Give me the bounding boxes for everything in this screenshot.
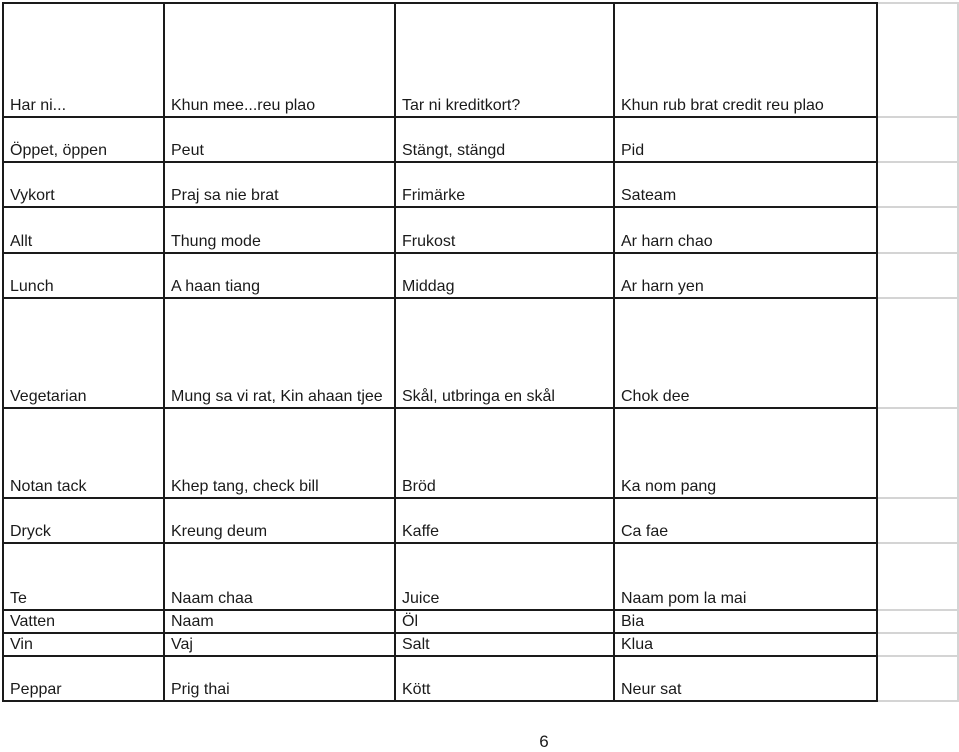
table-cell: Peppar (3, 656, 164, 701)
empty-cell (877, 207, 958, 253)
table-cell: Öppet, öppen (3, 117, 164, 162)
table-cell: Tar ni kreditkort? (395, 3, 614, 117)
table-cell: Kött (395, 656, 614, 701)
table-row (3, 498, 958, 543)
table-cell: Dryck (3, 498, 164, 543)
table-cell: Allt (3, 207, 164, 253)
empty-cell (877, 543, 958, 610)
table-row (3, 543, 958, 610)
empty-cell (877, 298, 958, 408)
table-cell: Bia (614, 610, 877, 633)
table-cell: Sateam (614, 162, 877, 207)
table-row (3, 298, 958, 408)
table-cell: Praj sa nie brat (164, 162, 395, 207)
empty-cell (877, 610, 958, 633)
table-cell: Skål, utbringa en skål (395, 298, 614, 408)
table-cell: Lunch (3, 253, 164, 298)
table-row (3, 253, 958, 298)
empty-cell (877, 3, 958, 117)
table-cell: Ka nom pang (614, 408, 877, 498)
table-cell: Prig thai (164, 656, 395, 701)
table-cell: Chok dee (614, 298, 877, 408)
table-cell: Naam (164, 610, 395, 633)
table-cell: A haan tiang (164, 253, 395, 298)
empty-cell (877, 162, 958, 207)
table-cell: Mung sa vi rat, Kin ahaan tjee (164, 298, 395, 408)
table-cell: Stängt, stängd (395, 117, 614, 162)
table-cell: Khun rub brat credit reu plao (614, 3, 877, 117)
table-cell: Vatten (3, 610, 164, 633)
table-cell: Kaffe (395, 498, 614, 543)
table-cell: Khun mee...reu plao (164, 3, 395, 117)
empty-cell (877, 408, 958, 498)
phrase-table (2, 2, 959, 702)
table-cell: Te (3, 543, 164, 610)
table-row (3, 408, 958, 498)
table-row (3, 3, 958, 117)
table-cell: Juice (395, 543, 614, 610)
table-cell: Ar harn yen (614, 253, 877, 298)
table-cell: Neur sat (614, 656, 877, 701)
empty-cell (877, 117, 958, 162)
table-cell: Thung mode (164, 207, 395, 253)
table-cell: Peut (164, 117, 395, 162)
empty-cell (877, 498, 958, 543)
table-row (3, 207, 958, 253)
table-cell: Ar harn chao (614, 207, 877, 253)
table-cell: Naam pom la mai (614, 543, 877, 610)
table-cell: Vin (3, 633, 164, 656)
table-row (3, 117, 958, 162)
table-cell: Middag (395, 253, 614, 298)
table-row (3, 633, 958, 656)
table-cell: Vaj (164, 633, 395, 656)
table-cell: Khep tang, check bill (164, 408, 395, 498)
table-row (3, 656, 958, 701)
table-row (3, 162, 958, 207)
table-cell: Bröd (395, 408, 614, 498)
page-number: 6 (539, 732, 549, 751)
table-cell: Kreung deum (164, 498, 395, 543)
table-cell: Salt (395, 633, 614, 656)
table-cell: Ca fae (614, 498, 877, 543)
table-cell: Har ni... (3, 3, 164, 117)
table-cell: Pid (614, 117, 877, 162)
table-cell: Vegetarian (3, 298, 164, 408)
table-cell: Vykort (3, 162, 164, 207)
empty-cell (877, 253, 958, 298)
table-cell: Öl (395, 610, 614, 633)
empty-cell (877, 633, 958, 656)
table-cell: Naam chaa (164, 543, 395, 610)
table-row (3, 610, 958, 633)
table-cell: Frimärke (395, 162, 614, 207)
empty-cell (877, 656, 958, 701)
table-cell: Frukost (395, 207, 614, 253)
table-cell: Klua (614, 633, 877, 656)
table-cell: Notan tack (3, 408, 164, 498)
